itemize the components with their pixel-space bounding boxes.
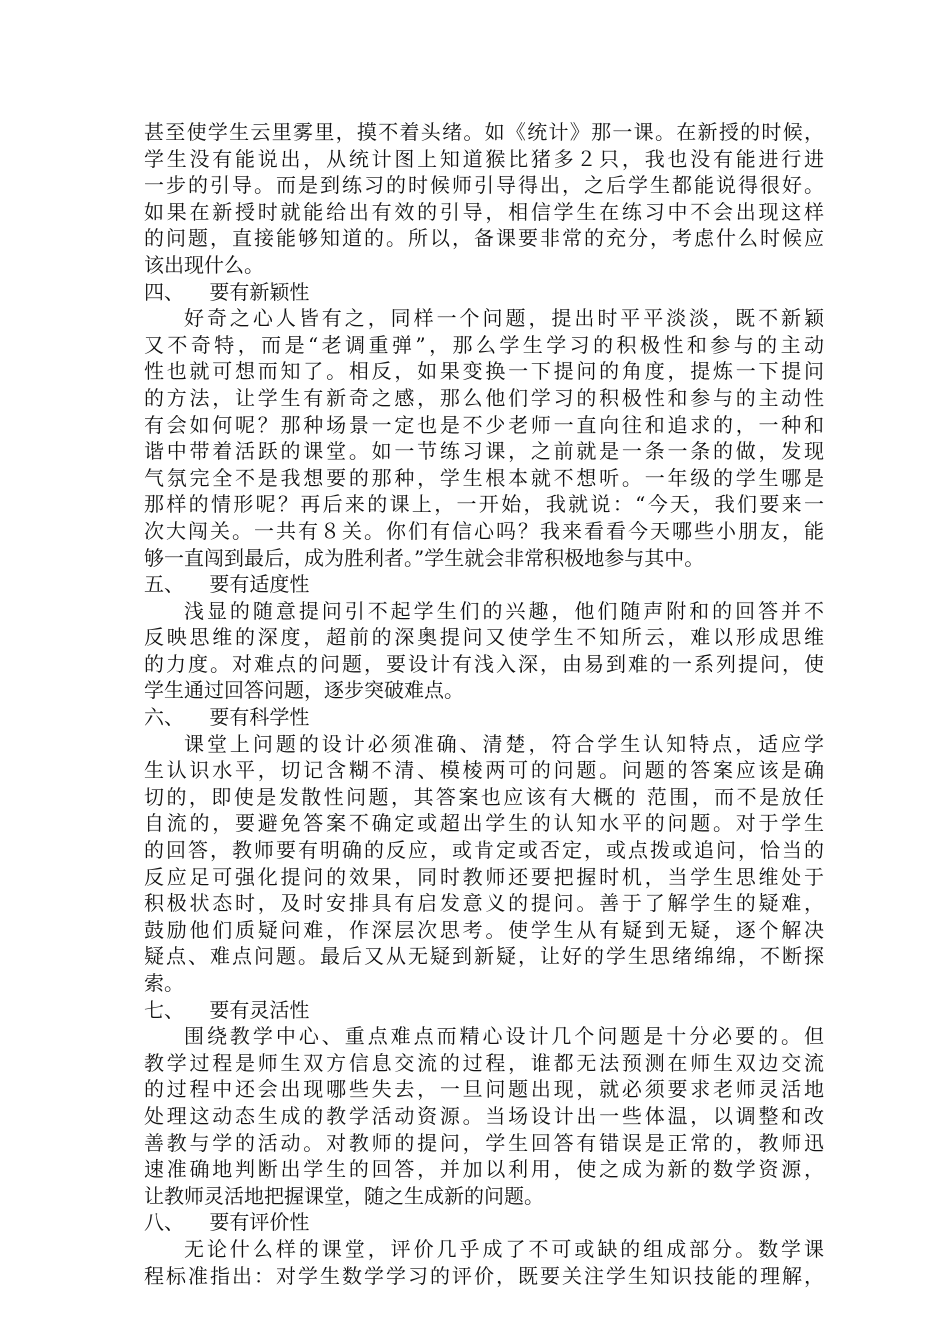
text-line: 的过程中还会出现哪些失去，一旦问题出现，就必须要求老师灵活地 (144, 1077, 824, 1102)
text-line: 课堂上问题的设计必须准确、清楚，符合学生认知特点，适应学 (184, 731, 824, 756)
section-heading-7: 七、 要有灵活性 (144, 997, 310, 1022)
text-line: 次大闯关。一共有８关。你们有信心吗？我来看看今天哪些小朋友，能 (144, 518, 824, 543)
text-line: 的方法，让学生有新奇之感，那么他们学习的积极性和参与的主动性 (144, 385, 824, 410)
text-line: 浅显的随意提问引不起学生们的兴趣，他们随声附和的回答并不 (184, 598, 824, 623)
section-heading-6: 六、 要有科学性 (144, 705, 310, 730)
text-line: 学生通过回答问题，逐步突破难点。 (144, 678, 464, 703)
text-line: 无论什么样的课堂，评价几乎成了不可或缺的组成部分。数学课 (184, 1236, 824, 1261)
text-line: 疑点、难点问题。最后又从无疑到新疑，让好的学生思绪绵绵，不断探 (144, 944, 824, 969)
text-line: 甚至使学生云里雾里，摸不着头绪。如《统计》那一课。在新授的时候， (144, 120, 824, 144)
text-line: 让教师灵活地把握课堂，随之生成新的问题。 (144, 1183, 544, 1208)
text-line: 的问题，直接能够知道的。所以，备课要非常的充分，考虑什么时候应 (144, 226, 824, 251)
text-line: 气氛完全不是我想要的那种，学生根本就不想听。一年级的学生哪是 (144, 465, 824, 490)
section-heading-8: 八、 要有评价性 (144, 1210, 310, 1235)
text-line: 自流的，要避免答案不确定或超出学生的认知水平的问题。对于学生 (144, 811, 824, 836)
text-line: 一步的引导。而是到练习的时候师引导得出，之后学生都能说得很好。 (144, 173, 824, 198)
text-line: 性也就可想而知了。相反，如果变换一下提问的角度，提炼一下提问 (144, 359, 824, 384)
text-line: 的回答，教师要有明确的反应，或肯定或否定，或点拨或追问，恰当的 (144, 838, 824, 863)
text-line: 够一直闯到最后，成为胜利者。”学生就会非常积极地参与其中。 (144, 545, 705, 570)
text-line: 速准确地判断出学生的回答，并加以利用，使之成为新的数学资源， (144, 1157, 824, 1182)
text-line: 好奇之心人皆有之，同样一个问题，提出时平平淡淡，既不新颖 (184, 306, 824, 331)
text-line: 有会如何呢？那种场景一定也是不少老师一直向往和追求的，一种和 (144, 412, 824, 437)
text-line: 索。 (144, 971, 184, 995)
text-line: 处理这动态生成的教学活动资源。当场设计出一些体温，以调整和改 (144, 1103, 824, 1128)
text-line: 反映思维的深度，超前的深奥提问又使学生不知所云，难以形成思维 (144, 625, 824, 650)
text-line: 如果在新授时就能给出有效的引导，相信学生在练习中不会出现这样 (144, 199, 824, 224)
text-line: 该出现什么。 (144, 252, 264, 277)
text-line: 积极状态时，及时安排具有启发意义的提问。善于了解学生的疑难， (144, 891, 824, 916)
text-line: 的力度。对难点的问题，要设计有浅入深，由易到难的一系列提问，使 (144, 651, 824, 676)
text-line: 围绕教学中心、重点难点而精心设计几个问题是十分必要的。但 (184, 1024, 824, 1049)
text-line: 那样的情形呢？再后来的课上，一开始，我就说：“今天，我们要来一 (144, 492, 824, 517)
text-line: 谐中带着活跃的课堂。如一节练习课，之前就是一条一条的做，发现 (144, 439, 824, 464)
text-line: 善教与学的活动。对教师的提问，学生回答有错误是正常的，教师迅 (144, 1130, 824, 1155)
text-line: 学生没有能说出，从统计图上知道猴比猪多２只，我也没有能进行进 (144, 146, 824, 171)
text-line: 教学过程是师生双方信息交流的过程，谁都无法预测在师生双边交流 (144, 1050, 824, 1075)
text-line: 程标准指出：对学生数学学习的评价，既要关注学生知识技能的理解， (144, 1263, 824, 1288)
section-heading-5: 五、 要有适度性 (144, 572, 310, 597)
section-heading-4: 四、 要有新颖性 (144, 279, 310, 304)
text-line: 反应足可强化提问的效果，同时教师还要把握时机，当学生思维处于 (144, 864, 824, 889)
text-line: 切的，即使是发散性问题，其答案也应该有大概的 范围，而不是放任 (144, 784, 824, 809)
document-body (144, 119, 824, 1289)
text-line: 又不奇特，而是“老调重弹”，那么学生学习的积极性和参与的主动 (144, 332, 824, 357)
text-line: 生认识水平，切记含糊不清、模棱两可的问题。问题的答案应该是确 (144, 758, 824, 783)
text-line: 鼓励他们质疑问难，作深层次思考。使学生从有疑到无疑，逐个解决 (144, 917, 824, 942)
